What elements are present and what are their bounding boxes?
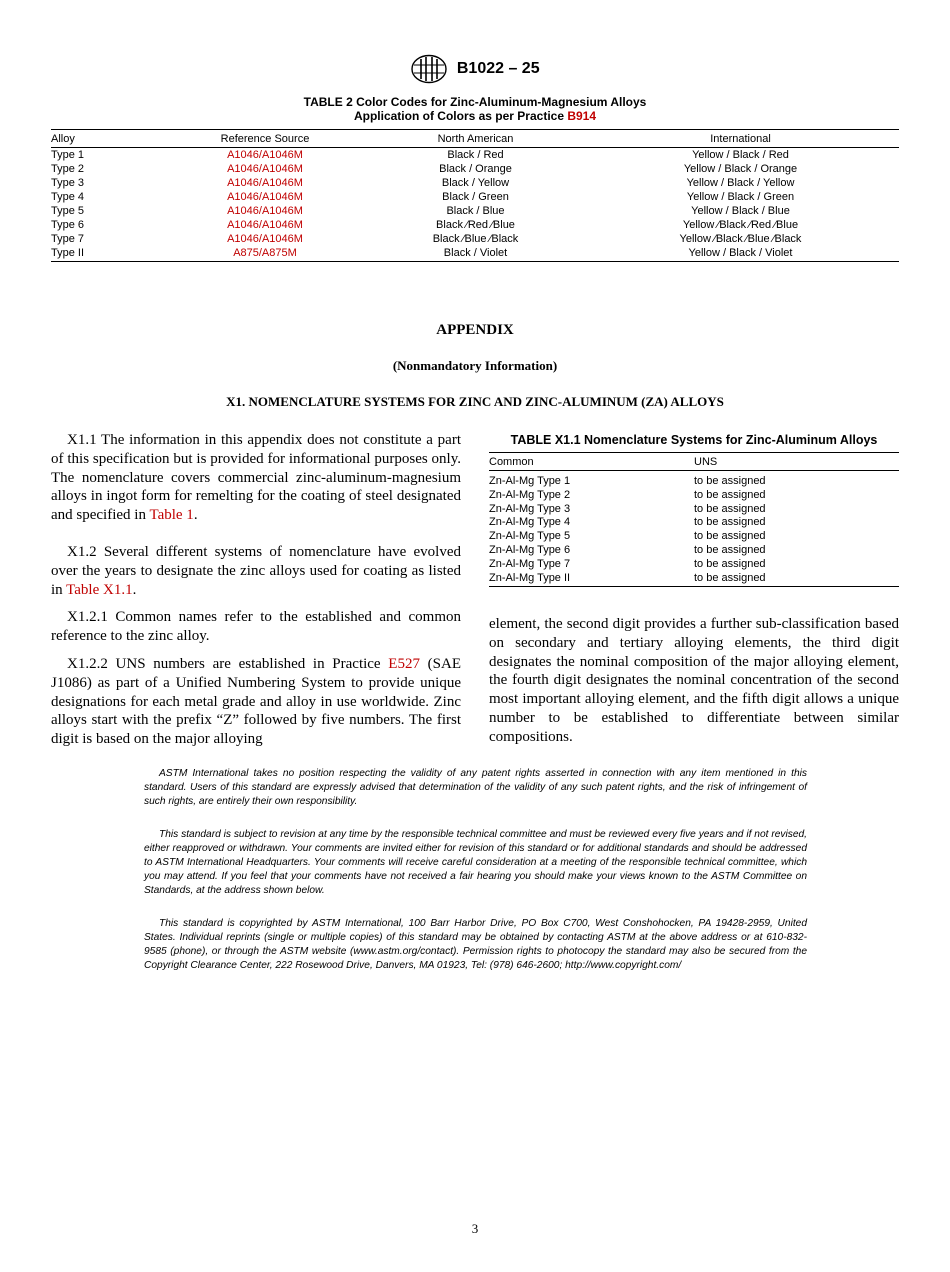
- reference-source-link[interactable]: A875/A875M: [233, 247, 297, 259]
- uns-cell: to be assigned: [694, 543, 766, 556]
- uns-cell: to be assigned: [694, 516, 766, 529]
- table-x1-1-header-row: [489, 453, 899, 471]
- paragraph-x1-2: X1.2 Several different systems of nomenclature have evolved over the years to designate the zinc alloys used for coating as listed in Table X1.1.: [51, 543, 461, 598]
- patent-notice: ASTM International takes no position respecting the validity of any patent rights asserted in connection with any item mentioned in this standard. Users of this standard are expressly advised that determination of the validity of any such patent rights, and the risk of infringement of such rights, are entirely their own responsibility.: [144, 768, 807, 807]
- table-x1-1: [489, 452, 899, 587]
- e527-link[interactable]: E527: [388, 655, 420, 672]
- column-header-reference-source: Reference Source: [161, 130, 369, 148]
- international-cell: Yellow / Black / Orange: [683, 163, 798, 175]
- section-x1-title: X1. NOMENCLATURE SYSTEMS FOR ZINC AND ZINC-ALUMINUM (ZA) ALLOYS: [226, 394, 724, 409]
- common-name-cell: Zn-Al-Mg Type 6: [489, 543, 571, 556]
- table-row: [51, 148, 899, 163]
- uns-cell: to be assigned: [694, 557, 766, 570]
- alloy-cell: Type II: [51, 246, 161, 262]
- common-name-cell: Zn-Al-Mg Type II: [489, 572, 694, 587]
- paragraph-x1-2-2-continued: element, the second digit provides a further sub-classification based on secondary and tertiary alloying elements, the third digit designates the nominal composition of the major alloying element, the fourth digit designates the nominal concentration of the second most important alloying element, and the fifth digit allows a unique number to be established to differentiate between similar compositions.: [489, 616, 899, 745]
- table-row: [489, 516, 899, 530]
- b914-link[interactable]: B914: [567, 109, 597, 123]
- uns-cell: to be assigned: [694, 530, 766, 543]
- international-cell: Yellow ⁄Black ⁄Red ⁄Blue: [682, 219, 799, 231]
- column-header-common: Common: [489, 453, 694, 471]
- international-cell: Yellow / Black / Green: [686, 191, 795, 203]
- appendix-title: APPENDIX: [436, 322, 514, 338]
- table2-title: [0, 95, 950, 123]
- common-name-cell: Zn-Al-Mg Type 5: [489, 530, 571, 543]
- page-number: 3: [471, 1221, 479, 1236]
- copyright-notice: This standard is copyrighted by ASTM International, 100 Barr Harbor Drive, PO Box C700, West Conshohocken, PA 19428-2959, United States. Individual reprints (single or multiple copies) of this standard may be obtained by contacting ASTM at the above address or at 610-832-9585 (phone), or through the ASTM website (www.astm.org/contact). Permission rights to photocopy the standard may also be secured from the Copyright Clearance Center, 222 Rosewood Drive, Danvers, MA 01923, Tel: (978) 646-2600; http://www.copyright.com/: [144, 918, 807, 971]
- uns-cell: to be assigned: [694, 502, 766, 515]
- document-designation: B1022 – 25: [456, 60, 540, 77]
- common-name-cell: Zn-Al-Mg Type 4: [489, 516, 571, 529]
- north-american-cell: Black / Yellow: [441, 177, 510, 189]
- table-row: [489, 572, 899, 587]
- column-header-alloy: Alloy: [51, 130, 161, 148]
- astm-logo: [410, 54, 448, 84]
- table-row: [489, 558, 899, 572]
- table2: [51, 129, 899, 262]
- table2-title-line2: Application of Colors as per Practice B914: [353, 109, 597, 123]
- reference-source-link[interactable]: A1046/A1046M: [227, 177, 303, 189]
- north-american-cell: Black / Red: [447, 149, 504, 161]
- legal-notices: [144, 767, 807, 992]
- table2-title-line1: TABLE 2 Color Codes for Zinc-Aluminum-Magnesium Alloys: [303, 95, 647, 109]
- north-american-cell: Black / Orange: [439, 163, 512, 175]
- uns-cell: to be assigned: [694, 488, 766, 501]
- table2-header-row: [51, 130, 899, 148]
- table1-link[interactable]: Table 1: [149, 507, 194, 524]
- international-cell: Yellow / Black / Yellow: [686, 177, 795, 189]
- right-column: [489, 615, 899, 747]
- table-row: [489, 503, 899, 517]
- reference-source-link[interactable]: A1046/A1046M: [227, 205, 303, 217]
- alloy-cell: Type 7: [51, 233, 85, 245]
- table-row: [51, 246, 899, 262]
- table-row: [489, 471, 899, 489]
- table-row: [489, 489, 899, 503]
- document-header: [0, 54, 950, 84]
- international-cell: Yellow / Black / Blue: [691, 205, 790, 217]
- table-row: [489, 544, 899, 558]
- alloy-cell: Type 4: [51, 191, 85, 203]
- reference-source-link[interactable]: A1046/A1046M: [227, 233, 303, 245]
- paragraph-x1-2-1: X1.2.1 Common names refer to the established and common reference to the zinc alloy.: [51, 609, 461, 645]
- north-american-cell: Black ⁄Red ⁄Blue: [436, 219, 515, 231]
- table-row: [51, 190, 899, 204]
- international-cell: Yellow / Black / Red: [692, 149, 789, 161]
- uns-cell: to be assigned: [694, 572, 899, 587]
- reference-source-link[interactable]: A1046/A1046M: [227, 149, 303, 161]
- north-american-cell: Black / Blue: [446, 205, 505, 217]
- table-row: [489, 530, 899, 544]
- reference-source-link[interactable]: A1046/A1046M: [227, 219, 303, 231]
- reference-source-link[interactable]: A1046/A1046M: [227, 163, 303, 175]
- international-cell: Yellow / Black / Violet: [582, 246, 899, 262]
- north-american-cell: Black ⁄Blue ⁄Black: [432, 233, 519, 245]
- table-row: [51, 162, 899, 176]
- paragraph-x1-1: X1.1 The information in this appendix does not constitute a part of this specification but is provided for informational purposes only. The nomenclature covers commercial zinc-aluminum-magnesium alloys in ingot form for remelting for the coating of steel designated and specified in Table 1.: [51, 432, 461, 524]
- alloy-cell: Type 6: [51, 219, 85, 231]
- uns-cell: to be assigned: [694, 475, 766, 487]
- alloy-cell: Type 1: [51, 149, 85, 161]
- reference-source-link[interactable]: A1046/A1046M: [227, 191, 303, 203]
- alloy-cell: Type 5: [51, 205, 85, 217]
- common-name-cell: Zn-Al-Mg Type 2: [489, 488, 571, 501]
- column-header-uns: UNS: [694, 453, 899, 471]
- alloy-cell: Type 2: [51, 163, 85, 175]
- common-name-cell: Zn-Al-Mg Type 7: [489, 557, 571, 570]
- common-name-cell: Zn-Al-Mg Type 1: [489, 475, 571, 487]
- north-american-cell: Black / Violet: [369, 246, 582, 262]
- paragraph-x1-2-2: X1.2.2 UNS numbers are established in Practice E527 (SAE J1086) as part of a Unified Numbering System to provide unique designations for each metal grade and alloy in use worldwide. Zinc alloys start with the prefix “Z” followed by five numbers. The first digit is based on the major alloying: [51, 655, 461, 748]
- appendix-subtitle: (Nonmandatory Information): [392, 358, 558, 373]
- international-cell: Yellow ⁄Black ⁄Blue ⁄Black: [679, 233, 802, 245]
- table-x1-1-link[interactable]: Table X1.1: [66, 581, 133, 598]
- table-row: [51, 204, 899, 218]
- table-row: [51, 232, 899, 246]
- north-american-cell: Black / Green: [442, 191, 509, 203]
- column-header-international: International: [582, 130, 899, 148]
- table-x1-1-title: TABLE X1.1 Nomenclature Systems for Zinc-Aluminum Alloys: [510, 433, 878, 447]
- revision-notice: This standard is subject to revision at any time by the responsible technical committee and must be reviewed every five years and if not revised, either reapproved or withdrawn. Your comments are invited either for revision of this standard or for additional standards and should be addressed to ASTM International Headquarters. Your comments will receive careful consideration at a meeting of the responsible technical committee, which you may attend. If you feel that your comments have not received a fair hearing you should make your views known to the ASTM Committee on Standards, at the address shown below.: [144, 829, 807, 896]
- table-row: [51, 218, 899, 232]
- column-header-north-american: North American: [369, 130, 582, 148]
- table-row: [51, 176, 899, 190]
- common-name-cell: Zn-Al-Mg Type 3: [489, 502, 571, 515]
- alloy-cell: Type 3: [51, 177, 85, 189]
- left-column: [51, 431, 461, 758]
